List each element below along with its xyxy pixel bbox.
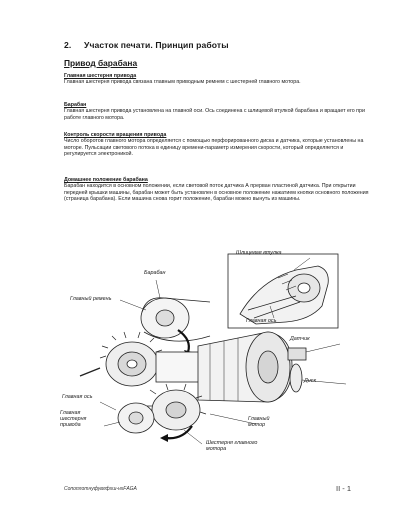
drum-drive-illustration (60, 240, 390, 460)
footer-doc-id: Cопоплотнуфувлфхш-нхFАGА (64, 486, 137, 492)
paragraph-heading: Контроль скорости вращения привода (64, 132, 167, 138)
speed-sensor (288, 348, 306, 360)
label-drum: Барабан (144, 270, 166, 276)
paragraph-body: Барабан находится в основном положении, если световой поток датчика А прерван пластиной датчика. При открытии передней крышки машины, барабан может быть установлен в основное положение нажатием кнопки основного положения (страница барабана). Если машина снова горит положение, барабан можно вынуть из машины. (64, 183, 369, 203)
label-main-belt: Главный ремень (70, 296, 112, 302)
drum-drive-drawing (60, 240, 390, 460)
label-main-axis-right: Главная ось (246, 318, 277, 324)
paragraph-heading: Главная шестерня привода (64, 73, 137, 79)
section-title-text: Участок печати. Принцип работы (84, 40, 229, 50)
label-main-motor: Главный мотор (248, 416, 270, 429)
paragraph-body: Число оборотов главного мотора определяется с помощью перфорированного диска и датчика, которые установлены на моторе. Пульсации светового потока в единицу времени-параметр измерения скорости, который определяется и регулируется электроникой. (64, 138, 364, 158)
paragraph-body: Главная шестерня привода установлена на главной оси. Ось соединена с шлицевой втулкой барабана и вращает его при работе главного мотора. (64, 108, 365, 121)
paragraph-body: Главная шестерня привода связана главным приводным ремнем с шестерней главного мотора. (64, 79, 301, 86)
label-spline-sleeve: Шлицевая втулка (236, 250, 282, 256)
subsection-title: Привод барабана (64, 58, 138, 68)
paragraph-main-gear (64, 73, 374, 86)
page-number: II - 1 (336, 484, 352, 493)
label-main-drive-gear: Главная шестерня привода (60, 410, 87, 429)
main-axle-housing (156, 352, 200, 382)
paragraph-heading: Домашнее положение барабана (64, 177, 148, 183)
paragraph-speed-control (64, 132, 374, 158)
paragraph-home-position (64, 177, 374, 203)
label-sensor: Датчик (290, 336, 310, 342)
label-main-axis-left: Главная ось (62, 394, 93, 400)
label-disk: Диск (304, 378, 317, 384)
perforated-disk (290, 364, 302, 392)
section-title (64, 40, 229, 50)
section-number: 2. (64, 40, 72, 50)
paragraph-drum (64, 102, 374, 121)
label-motor-gear: Шестерня главного мотора (206, 440, 258, 453)
paragraph-heading: Барабан (64, 102, 87, 108)
